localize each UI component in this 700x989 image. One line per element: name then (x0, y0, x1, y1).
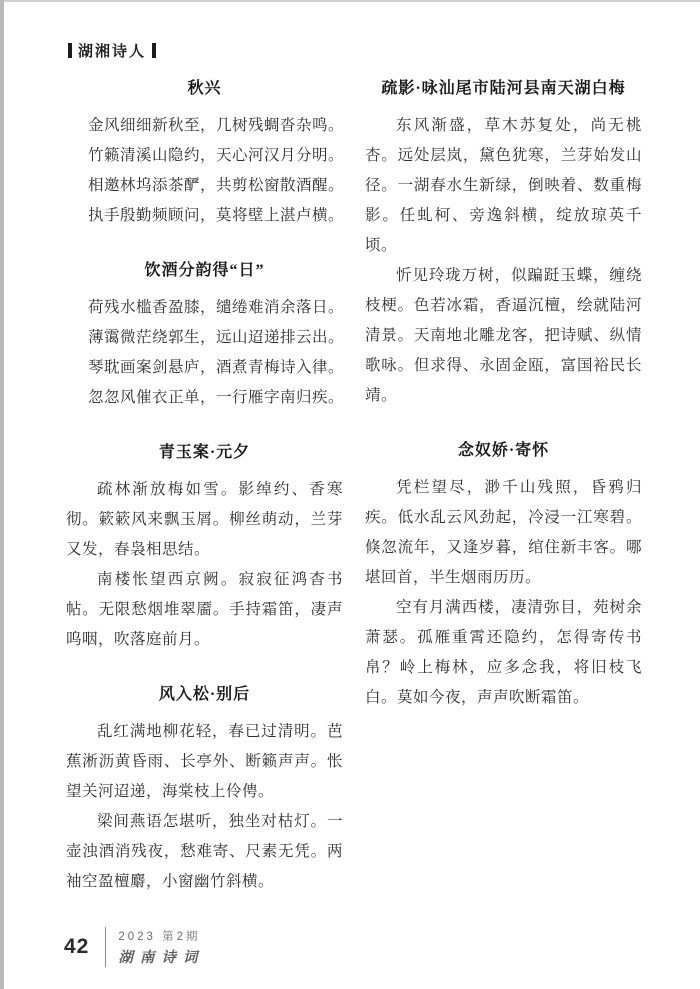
ci-paragraph: 空有月满西楼，凄清弥目，苑树余萧瑟。孤雁重霄还隐约，怎得寄传书帛？岭上梅林，应多念我，将旧枝飞白。莫如今夜，声声吹断霜笛。 (365, 599, 642, 706)
verse-line: 金风细细新秋至，几树残蜩沓杂鸣。 (88, 117, 345, 134)
poem (365, 75, 642, 411)
ci-paragraph: 乱红满地柳花轻，春已过清明。芭蕉淅沥黄昏雨、长亭外、断籁声声。怅望关河迢递，海棠枝上伶俜。 (66, 723, 343, 800)
poem (66, 75, 343, 231)
poem-title: 青玉案·元夕 (158, 444, 251, 461)
poem-title: 秋兴 (187, 80, 222, 97)
ci-paragraph: 南楼怅望西京阙。寂寂征鸿杳书帖。无限愁烟堆翠靥。手持霜笛，凄声呜咽，吹落庭前月。 (66, 571, 343, 648)
poem-column-right (365, 69, 642, 907)
poem-title: 饮酒分韵得“日” (144, 262, 265, 279)
scan-edge-top (0, 0, 700, 2)
poem-title: 疏影·咏汕尾市陆河县南天湖白梅 (381, 80, 626, 97)
poem (66, 681, 343, 897)
footer-divider (105, 927, 106, 967)
ci-paragraph: 忻见玲珑万树，似蹁跹玉蝶，缠绕枝梗。色若冰霜，香逼沉檀，绘就陆河清景。天南地北雕龙客，把诗赋、纵情歌咏。但求得、永固金瓯，富国裕民长靖。 (365, 267, 642, 404)
header-bar-right (152, 43, 156, 58)
two-column-layout (66, 69, 642, 907)
poem-title: 风入松·别后 (158, 686, 251, 703)
section-header (68, 40, 642, 61)
issue-block (118, 928, 204, 967)
poem-column-left (66, 69, 343, 907)
poem (66, 257, 343, 413)
page-number: 42 (64, 935, 90, 958)
ci-paragraph: 东风渐盛，草木苏复处，尚无桃杏。远处层岚，黛色犹寒，兰芽始发山径。一湖春水生新绿，倒映着、数重梅影。任虬柯、旁逸斜横，绽放琼英千顷。 (365, 117, 642, 254)
issue-line: 2023 第2期 (118, 930, 201, 943)
page-footer (64, 927, 204, 967)
poem (66, 439, 343, 655)
ci-paragraph: 疏林渐放梅如雪。影绰约、香寒彻。簌簌风来飘玉屑。柳丝萌动，兰芽又发，春袅相思结。 (66, 481, 343, 558)
ci-paragraph: 凭栏望尽，渺千山残照，昏鸦归疾。低水乱云风劲起，冷浸一江寒碧。倏忽流年，又逢岁暮，绾住新丰客。哪堪回首，半生烟雨历历。 (365, 479, 642, 586)
verse-line: 薄霭微茫绕郭生，远山迢递排云出。 (88, 329, 345, 346)
poem (365, 437, 642, 713)
verse-line: 执手殷勤频顾问，莫将壁上湛卢横。 (88, 207, 345, 224)
verse-line: 忽忽风催衣正单，一行雁字南归疾。 (88, 389, 345, 406)
section-header-label: 湖湘诗人 (78, 43, 147, 60)
journal-name-logo: 湖南诗词 (118, 948, 205, 966)
poem-title: 念奴娇·寄怀 (457, 442, 550, 459)
header-bar-left (68, 43, 72, 58)
scan-edge-left (0, 0, 4, 989)
verse-line: 相邀林坞添茶酽，共剪松窗散酒醒。 (88, 177, 345, 194)
verse-line: 荷残水槛香盈膝，缱绻难消余落日。 (88, 299, 345, 316)
verse-line: 竹籁清溪山隐约，天心河汉月分明。 (88, 147, 345, 164)
ci-paragraph: 梁间燕语怎堪听，独坐对枯灯。一壶浊酒消残夜，愁难寄、尺素无凭。两袖空盈檀麝，小窗幽竹斜横。 (66, 813, 343, 890)
verse-line: 琴耽画案剑悬庐，酒煮青梅诗入律。 (88, 359, 345, 376)
